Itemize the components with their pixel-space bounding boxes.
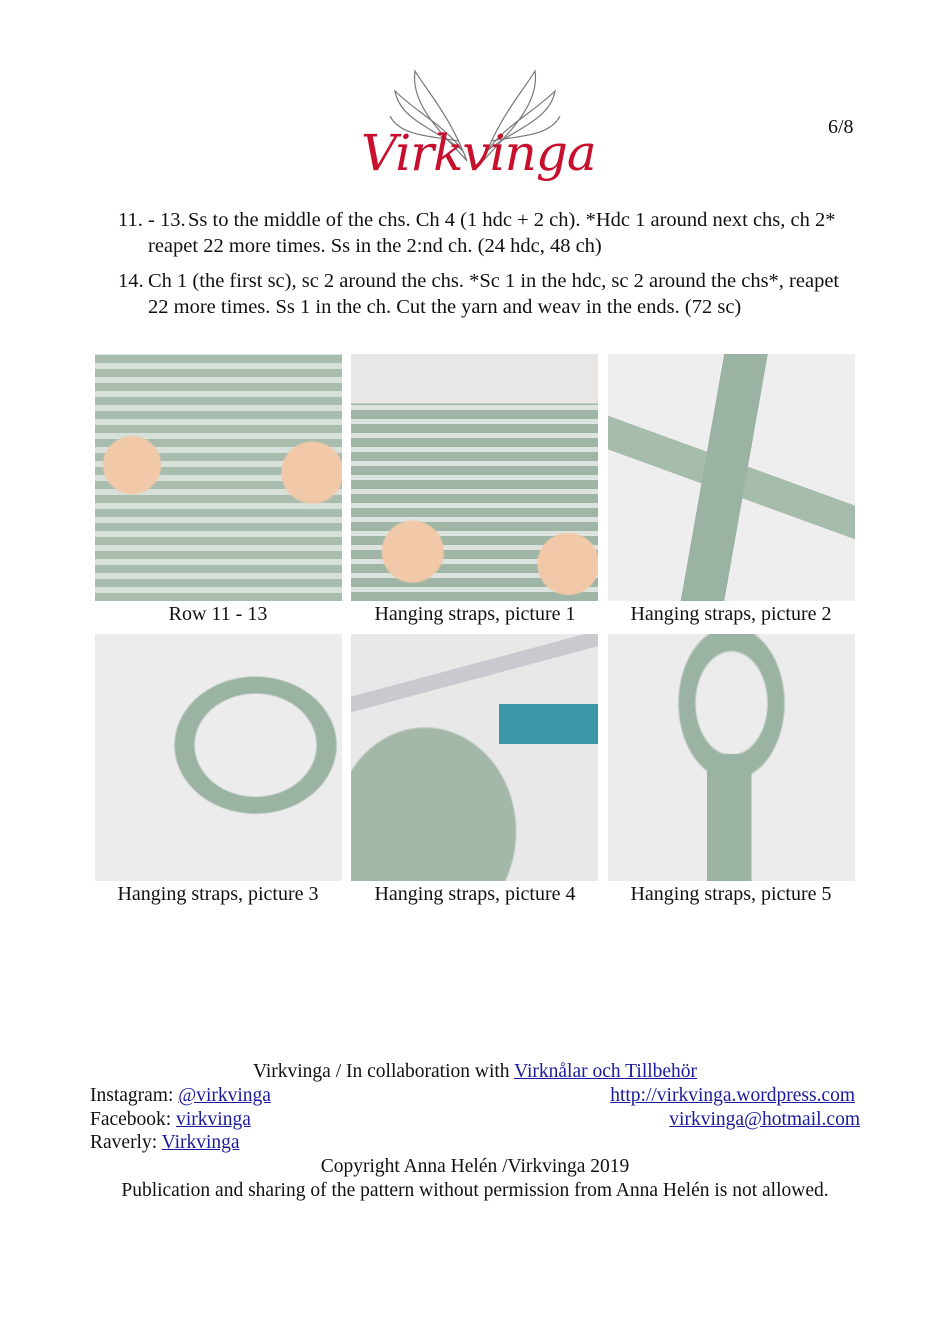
- email-link[interactable]: virkvinga@hotmail.com: [669, 1109, 860, 1130]
- photo-caption: Hanging straps, picture 5: [630, 883, 832, 905]
- collab-text: Virkvinga / In collaboration with: [252, 1061, 515, 1082]
- step-14: [118, 268, 858, 320]
- ravelry-line: [90, 1131, 240, 1155]
- step-text: Ss to the middle of the chs. Ch 4 (1 hdc + 2 ch). *Hdc 1 around next chs, ch 2* reapet 22 more times. Ss in the 2:nd ch. (24 hdc, 48 ch): [148, 209, 836, 257]
- photo-hanging-straps-5: [608, 634, 855, 881]
- collab-link[interactable]: Virknålar och Tillbehör: [514, 1061, 698, 1082]
- usage-notice: Publication and sharing of the pattern without permission from Anna Helén is not allowed.: [121, 1180, 829, 1201]
- website-link[interactable]: http://virkvinga.wordpress.com: [610, 1085, 855, 1106]
- photo-caption: Hanging straps, picture 1: [374, 603, 576, 625]
- photo-hanging-straps-4: [351, 634, 598, 881]
- photo-caption: Hanging straps, picture 3: [117, 883, 319, 905]
- instagram-link[interactable]: @virkvinga: [178, 1085, 271, 1106]
- step-11-13: [118, 207, 858, 259]
- page-number: 6/8: [828, 116, 854, 138]
- website-line: [610, 1084, 855, 1108]
- facebook-label: Facebook:: [90, 1109, 177, 1130]
- instagram-line: [90, 1084, 271, 1108]
- photo-hanging-straps-3: [95, 634, 342, 881]
- instagram-label: Instagram:: [90, 1085, 179, 1106]
- photo-caption: Hanging straps, picture 4: [374, 883, 576, 905]
- step-text: Ch 1 (the first sc), sc 2 around the chs. *Sc 1 in the hdc, sc 2 around the chs*, reapet 22 more times. Ss 1 in the ch. Cut the yarn and weav in the ends. (72 sc): [148, 270, 840, 318]
- photo-hanging-straps-2: [608, 354, 855, 601]
- facebook-line: [90, 1108, 251, 1132]
- copyright: Copyright Anna Helén /Virkvinga 2019: [320, 1156, 630, 1177]
- step-number: 14.: [118, 270, 144, 292]
- facebook-link[interactable]: virkvinga: [176, 1109, 251, 1130]
- photo-caption: Row 11 - 13: [168, 603, 268, 625]
- photo-row-11-13: [95, 354, 342, 601]
- ravelry-label: Raverly:: [90, 1132, 162, 1153]
- email-line: [669, 1108, 860, 1132]
- photo-caption: Hanging straps, picture 2: [630, 603, 832, 625]
- collab-line: [0, 1060, 950, 1084]
- logo-wordmark: Virkvinga: [361, 124, 596, 182]
- photo-hanging-straps-1: [351, 354, 598, 601]
- virkvinga-logo: [355, 66, 595, 201]
- ravelry-link[interactable]: Virkvinga: [161, 1132, 240, 1153]
- step-number: 11. - 13.: [118, 209, 186, 231]
